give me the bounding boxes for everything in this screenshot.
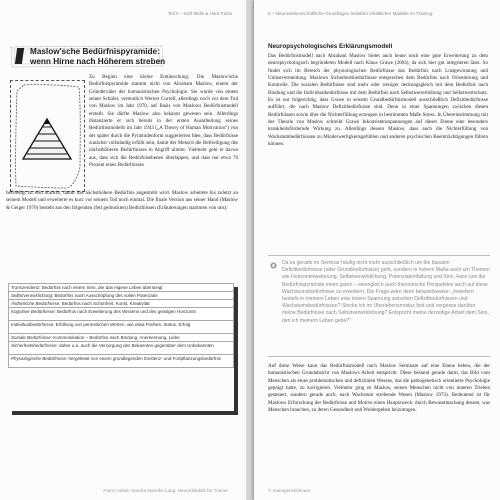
need-term: Kognitive Bedürfnisse: bbox=[11, 308, 56, 314]
table-row bbox=[9, 334, 234, 342]
need-text: Erfüllung von persönlichen Werten, wie etwa Freiheit, Status, Erfolg bbox=[55, 321, 191, 327]
pyramid-figure bbox=[10, 80, 85, 192]
title-line-2: wenn Hirne nach Höherem streben bbox=[30, 57, 166, 66]
need-term: Transzendenz: bbox=[11, 284, 41, 290]
quote-box bbox=[268, 255, 490, 357]
section-title-text bbox=[30, 47, 165, 67]
table-row bbox=[9, 284, 234, 292]
need-term: Soziale Bedürfnisse: bbox=[11, 334, 53, 340]
book-gutter bbox=[246, 0, 254, 500]
need-text: hergeleitet von einem grundlegenden Existenz- und Fortpflanzungsbedürfnis bbox=[68, 355, 221, 361]
intro-paragraph-2: befriedigt zu sein braucht, damit das nächsthöhere Bedürfnis angestrebt wird. Maslow arbeitete bis zuletzt an seinem Modell und erweiterte es kurz vor seinem Tod noch einmal. Die finale Version aus seiner Hand (Maslow & Geiger 1970) besteht aus den folgenden (fett gedruckten) Bedürfnissen (Erläuterungen stammen von uns): bbox=[6, 190, 238, 211]
title-line-1: Maslow'sche Bedürfnispyramide: bbox=[30, 47, 160, 56]
need-text: Bedürfnis nach Erweiterung des Wissens und des geistigen Horizonts bbox=[57, 308, 196, 314]
table-row bbox=[9, 321, 234, 334]
table-row bbox=[9, 292, 234, 300]
need-term: Individualbedürfnisse: bbox=[11, 321, 55, 327]
quote-text: Da es gerade im Seminar häufig nicht mehr ausschließlich um die basalen Defizitbedürfnisse (oder Grundbedürfnisse) geht, sondern in hohem Maße auch um Themen wie Horizonterweiterung, Selbstverwirklichung, Potenzialentfaltung und Sinn, kann uns die Bedürfnispyramide einen guten – wenngleich auch theoretische Perspektive auch auf diese Wachstumsbedürfnisse zu erweitern. Die Frage wäre dann beispielsweise: „Inwiefern besteht in meinem Leben eine innere Spannung zwischen Defizitbedürfnissen und Wachstumsbedürfnissen? Stecke ich im Überlebensmodus fest und vergesse darüber meine Bedürfnisse nach Selbstverwirklichung? Entspricht meine derzeitige Arbeit dem Sinn, den ich meinem Leben gebe?" bbox=[282, 260, 490, 324]
need-term: Selbstverwirklichung: bbox=[11, 292, 54, 298]
table-row bbox=[9, 342, 234, 355]
quote-bullet-icon bbox=[270, 262, 277, 269]
page-footer: Franz Hütter, Sandra Mareike Lang: Neurodidaktik für Trainer bbox=[103, 488, 228, 493]
need-text: Bedürfnis nach Ausschöpfung des vollen Potenzials bbox=[54, 292, 158, 298]
right-page bbox=[254, 0, 500, 500]
pyramid-icon bbox=[11, 81, 84, 191]
needs-table bbox=[8, 283, 234, 368]
left-page bbox=[0, 0, 246, 500]
intro-paragraph-1: Zu Beginn eine kleine Enttäuschung: Die Maslow'sche Bedürfnispyramide stammt nicht von Abraham Maslow, einem der Gründerväter der humanistischen Psychologie. Sie wurde von einem seiner Schüler, vermutlich Werner Correll, allerdings noch vor dem Tod von Maslow im Jahr 1970, auf Basis von Maslows Bedürfnismodell erstellt. Sie dürfte Maslow also bekannt gewesen sein. Allerdings distanzierte er sich bereits in der ersten Ausarbeitung seines Bedürfnismodells im Jahr 1943 („A Theory of Human Motivation") von der später durch die Pyramidenform suggerierten Idee, dass Bedürfnisse zunächst vollständig erfüllt sein, damit der Mensch die Befriedigung des nächsthöheren Bedürfnisses in Angriff nimmt. Vielmehr geht er davon aus, dass sich die Bedürfnisebenen überlappen, und dass nur etwa 70 Prozent eines Bedürfnisses bbox=[89, 74, 238, 169]
main-paragraph-2: Auf diese Weise kann das Bedürfnismodell nach Maslow Seminare auf eine Ebene heben, die der humanistischen Grundabsicht von Maslows Arbeit entspricht. Diese bestand gerade darin, das Bild vom Menschen als eines problematischen und defizitären Wesens, das die pathogenetisch orientierte Psychologie geprägt hatte, zu korrigieren. Vielmehr ging es Maslow, seinen Menschen nicht von inneren Trieben gesteuert, sondern gerade auch, nach Wachstum strebende Wesen (Maslow 1973). Bedeutend ist für Maslows Erforschung der Bedürfnisse und Motive einen Hauptzweck: durch Bewusstmachung dessen, was Menschen brauchen, zu deren Gesundheit und Wohlergehen beizutragen. bbox=[268, 363, 490, 414]
table-row bbox=[9, 355, 234, 368]
section-title bbox=[8, 44, 166, 69]
need-text: daher u.a. auch die Versorgung des Bekannten gegenüber dem Unbekannten bbox=[59, 342, 214, 348]
main-paragraph-1: Das Bedürfnismodell nach Abraham Maslow bietet auch heute noch eine gute Erweiterung zu dem neuropsychologisch begründeten Modell nach Klaus Grawe (2004), da sich hier gut integrieren lässt. So findet sich im Bereich der physiologischen Bedürfnisse das Bedürfnis nach Lustgewinnung und Unlustvermeidung. Maslows Sicherheitsbedürfnisse entsprechen dem Bedürfnis nach Orientierung und Kontrolle. Die sozialen Bedürfnisse sind mehr oder weniger deckungsgleich mit dem Bedürfnis nach Bindung und die Individualbedürfnisse mit dem Bedürfnis nach Selbstwerterhöhung und Selbstwertschutz. Es ist nur folgerichtig, dass Grawe in seinem Grundbedürfnismodell ausschließlich Defizitbedürfnisse aufführt, die nach Maslow Defizitbedürfnisse sind. Denn in einer Spannungen zwischen diesen Bedürfnissen sowie über die Nichterfüllung erzeugen in bestimmten Maße Stress. In Übereinstimmung mit der Theorie von Maslow schreibt Grawe Inkonsistenzspannungen auf dieser Ebene eine besonders krankheitsfördernde Wirkung zu. Allerdings dessen Maslow, dass auch die Nichterfüllung von Wachstumbedürfnissen zu Minderwertigkeitsgefühlen und anderen psychischen Beeinträchtigungen führen können. bbox=[268, 53, 488, 148]
section-heading: Neuropsychologisches Erklärungsmodell bbox=[268, 43, 393, 50]
running-head: 5 – Neurowissenschaftliche Grundlagen beliebter inhaltlicher Modelle im Training bbox=[268, 11, 433, 16]
need-term: Ästhetische Bedürfnisse: bbox=[11, 300, 61, 306]
table-row bbox=[9, 308, 234, 321]
need-term: Physiologische Bedürfnisse: bbox=[11, 355, 68, 361]
table-shadow-right bbox=[234, 287, 238, 411]
need-term: Sicherheitsbedürfnisse: bbox=[11, 342, 58, 348]
table-row bbox=[9, 300, 234, 308]
page-footer: © managerSeminare bbox=[268, 488, 311, 493]
table-shadow-bottom bbox=[12, 411, 238, 415]
need-text: Kommunikation – Bedürfnis nach Bindung, Anerkennung, Liebe bbox=[53, 334, 180, 340]
running-head: Teil II – Soft Skills & Hard Facts bbox=[167, 11, 232, 16]
need-text: Bedürfnis nach einem Sinn, der das eigene Leben übersteigt bbox=[41, 284, 163, 290]
need-text: Bedürfnis nach Schönheit, Kunst, Kreativität bbox=[61, 300, 150, 306]
